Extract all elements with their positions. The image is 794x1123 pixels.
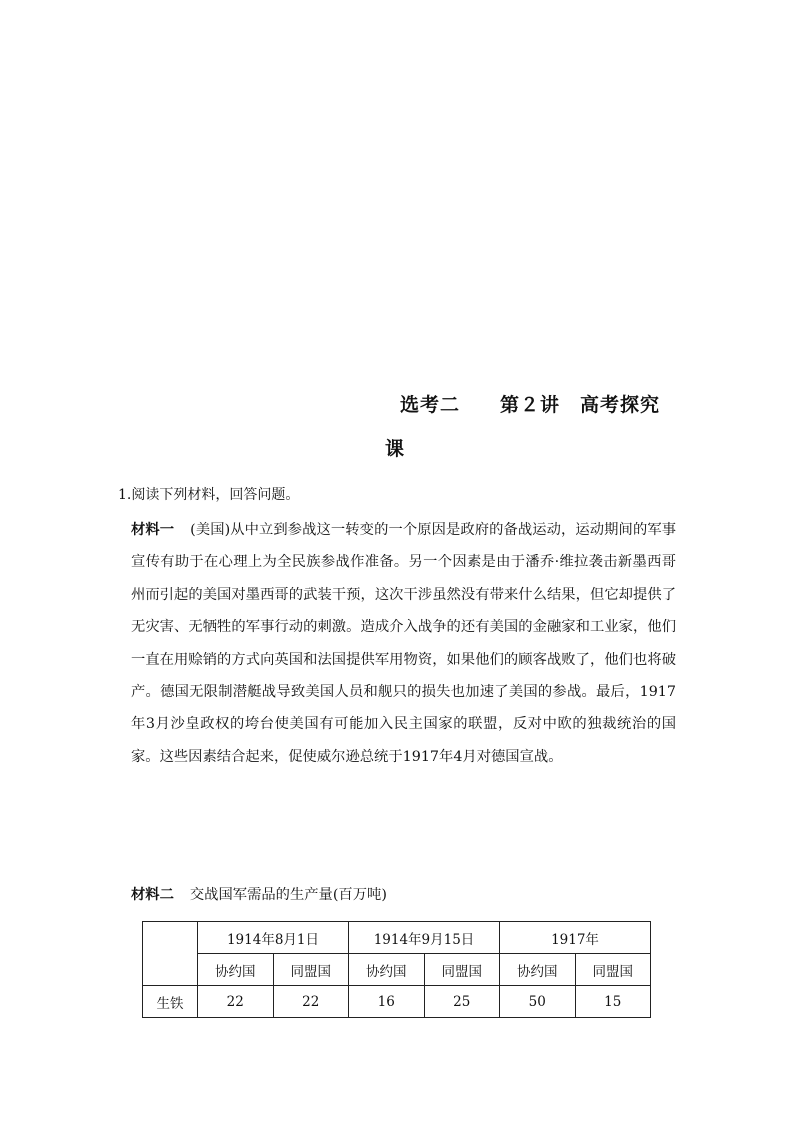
material2-caption: 交战国军需品的生产量(百万吨) — [189, 887, 387, 903]
table-cell: 25 — [424, 986, 500, 1018]
table-side-row — [143, 954, 651, 986]
doc-title-line2: 课 — [385, 438, 405, 460]
table-cell: 50 — [500, 986, 576, 1018]
material2-label: 材料二 — [131, 887, 174, 903]
material1-text: (美国)从中立到参战这一转变的一个原因是政府的备战运动，运动期间的军事宣传有助于在心理上为全民族参战作准备。另一个因素是由于潘乔·维拉袭击新墨西哥州而引起的美国对墨西哥的武装干预，这次干涉虽然没有带来什么结果，但它却提供了无灾害、无牺牲的军事行动的刺激。造成介入战争的还有美国的金融家和工业家，他们一直在用赊销的方式向英国和法国提供军用物资，如果他们的顾客战败了，他们也将破产。德国无限制潜艇战导致美国人员和舰只的损失也加速了美国的参战。最后，1917年3月沙皇政权的垮台使美国有可能加入民主国家的联盟，反对中欧的独裁统治的国家。这些因素结合起来，促使威尔逊总统于1917年4月对德国宣战。 — [131, 522, 677, 765]
material1-paragraph — [131, 514, 676, 773]
material2-heading — [131, 884, 387, 904]
table-period-header: 1914年9月15日 — [349, 922, 500, 954]
table-cell: 22 — [273, 986, 349, 1018]
table-row — [143, 986, 651, 1018]
table-cell: 16 — [349, 986, 425, 1018]
table-corner-cell — [143, 922, 198, 986]
table-side-header: 协约国 — [500, 954, 576, 986]
table-side-header: 协约国 — [198, 954, 274, 986]
table-side-header: 同盟国 — [424, 954, 500, 986]
table-row-label: 生铁 — [143, 986, 198, 1018]
table-side-header: 协约国 — [349, 954, 425, 986]
table-period-row — [143, 922, 651, 954]
table-side-header: 同盟国 — [273, 954, 349, 986]
table-cell: 15 — [575, 986, 651, 1018]
table-period-header: 1917年 — [500, 922, 651, 954]
table-period-header: 1914年8月1日 — [198, 922, 349, 954]
material1-label: 材料一 — [131, 522, 175, 538]
table-cell: 22 — [198, 986, 274, 1018]
question-prompt: 1.阅读下列材料，回答问题。 — [118, 487, 300, 503]
production-table — [142, 921, 651, 1018]
doc-title-line1: 选考二 第２讲 高考探究 — [400, 394, 661, 416]
table-side-header: 同盟国 — [575, 954, 651, 986]
